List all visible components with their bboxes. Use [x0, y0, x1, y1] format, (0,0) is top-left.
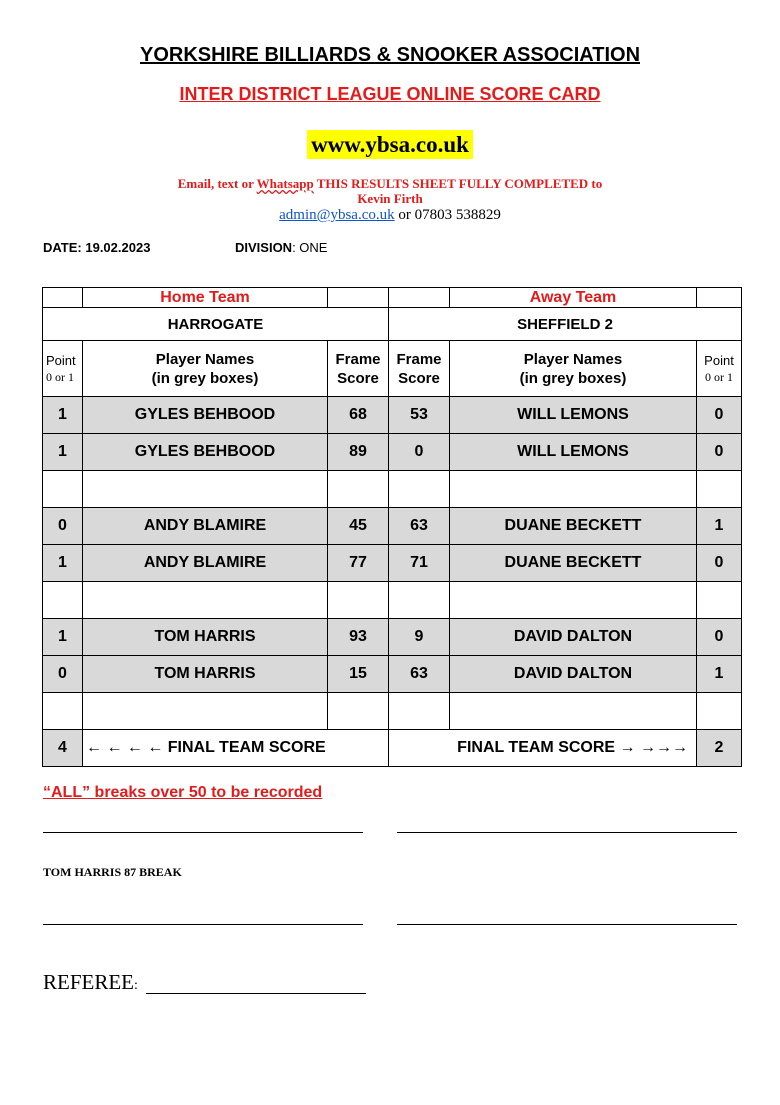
home-point-cell[interactable]: 1: [43, 397, 83, 434]
frame-row: [43, 434, 742, 471]
division-label: DIVISION: [235, 240, 293, 255]
break-entry-line[interactable]: [397, 832, 737, 833]
team-name-row: [43, 308, 742, 341]
frame-label: Frame: [335, 350, 381, 368]
away-player-header: [450, 341, 697, 397]
submission-instruction: [0, 176, 780, 206]
referee-colon: :: [134, 978, 138, 993]
away-point-cell[interactable]: 0: [697, 434, 742, 471]
blank-cell: [328, 471, 389, 508]
division-value: : ONE: [292, 240, 328, 255]
away-point-cell[interactable]: 1: [697, 656, 742, 693]
score-label: Score: [398, 369, 440, 387]
home-point-cell[interactable]: 1: [43, 619, 83, 656]
referee-label: REFEREE: [43, 970, 135, 994]
home-final-label: ← ← ← ← FINAL TEAM SCORE: [83, 730, 389, 767]
frame-label: Frame: [396, 350, 442, 368]
home-final-score[interactable]: 4: [43, 730, 83, 767]
blank-cell: [328, 288, 389, 308]
away-frame-score-header: [389, 341, 450, 397]
blank-cell: [697, 471, 742, 508]
player-names-label: Player Names: [155, 350, 255, 368]
home-player-cell[interactable]: GYLES BEHBOOD: [83, 434, 328, 471]
blank-cell: [697, 693, 742, 730]
player-names-label: Player Names: [523, 350, 623, 368]
home-player-header: [83, 341, 328, 397]
away-player-cell[interactable]: DUANE BECKETT: [450, 508, 697, 545]
home-point-cell[interactable]: 0: [43, 508, 83, 545]
away-frame-score-cell[interactable]: 71: [389, 545, 450, 582]
frame-row: [43, 656, 742, 693]
blank-cell: [450, 582, 697, 619]
email-link[interactable]: admin@ybsa.co.uk: [279, 207, 395, 223]
away-frame-score-cell[interactable]: 9: [389, 619, 450, 656]
home-player-cell[interactable]: ANDY BLAMIRE: [83, 545, 328, 582]
point-sub: 0 or 1: [705, 369, 733, 384]
score-card-subtitle: [0, 84, 780, 105]
home-player-cell[interactable]: ANDY BLAMIRE: [83, 508, 328, 545]
home-player-cell[interactable]: TOM HARRIS: [83, 619, 328, 656]
home-frame-score-cell[interactable]: 89: [328, 434, 389, 471]
away-frame-score-cell[interactable]: 53: [389, 397, 450, 434]
blank-cell: [83, 693, 328, 730]
home-player-cell[interactable]: TOM HARRIS: [83, 656, 328, 693]
blank-cell: [43, 471, 83, 508]
division: [235, 240, 327, 255]
final-score-row: [43, 730, 742, 767]
frame-row: [43, 508, 742, 545]
away-player-cell[interactable]: DAVID DALTON: [450, 619, 697, 656]
instruction-suffix: THIS RESULTS SHEET FULLY COMPLETED to: [313, 176, 603, 191]
home-frame-score-cell[interactable]: 68: [328, 397, 389, 434]
score-label: Score: [337, 369, 379, 387]
blank-cell: [697, 288, 742, 308]
break-entry: TOM HARRIS 87 BREAK: [43, 865, 182, 879]
blank-cell: [389, 582, 450, 619]
home-frame-score-cell[interactable]: 15: [328, 656, 389, 693]
player-names-sub: (in grey boxes): [519, 369, 627, 387]
away-point-cell[interactable]: 0: [697, 619, 742, 656]
blank-cell: [83, 471, 328, 508]
away-frame-score-cell[interactable]: 63: [389, 508, 450, 545]
column-header-row: [43, 341, 742, 397]
team-label-row: [43, 288, 742, 308]
blank-cell: [389, 288, 450, 308]
blank-cell: [450, 693, 697, 730]
blank-cell: [328, 693, 389, 730]
away-frame-score-cell[interactable]: 63: [389, 656, 450, 693]
away-player-cell[interactable]: WILL LEMONS: [450, 397, 697, 434]
away-point-cell[interactable]: 1: [697, 508, 742, 545]
blank-cell: [83, 582, 328, 619]
instruction-whatsapp: Whatsapp: [256, 176, 314, 191]
frame-row: [43, 397, 742, 434]
referee-field: [43, 970, 138, 995]
referee-signature-line[interactable]: [146, 993, 366, 994]
break-entry-line[interactable]: [397, 924, 737, 925]
away-point-cell[interactable]: 0: [697, 397, 742, 434]
website-text[interactable]: www.ybsa.co.uk: [307, 130, 473, 159]
away-point-cell[interactable]: 0: [697, 545, 742, 582]
frame-row: [43, 619, 742, 656]
point-label: Point: [704, 352, 734, 368]
blank-cell: [389, 693, 450, 730]
break-entry-line[interactable]: [43, 924, 363, 925]
home-frame-score-header: [328, 341, 389, 397]
home-team-name: HARROGATE: [43, 308, 389, 341]
title-text: YORKSHIRE BILLIARDS & SNOOKER ASSOCIATION: [139, 44, 641, 66]
home-player-cell[interactable]: GYLES BEHBOOD: [83, 397, 328, 434]
blank-cell: [43, 288, 83, 308]
home-point-cell[interactable]: 1: [43, 545, 83, 582]
home-team-label: Home Team: [83, 288, 328, 308]
home-frame-score-cell[interactable]: 93: [328, 619, 389, 656]
home-frame-score-cell[interactable]: 45: [328, 508, 389, 545]
frame-row: [43, 545, 742, 582]
spacer-row: [43, 471, 742, 508]
date-label: DATE: 19.02.2023: [43, 240, 151, 255]
away-player-cell[interactable]: DAVID DALTON: [450, 656, 697, 693]
blank-cell: [450, 471, 697, 508]
break-entry-line[interactable]: [43, 832, 363, 833]
breaks-heading: “ALL” breaks over 50 to be recorded: [43, 784, 323, 801]
spacer-row: [43, 693, 742, 730]
contact-name: Kevin Firth: [357, 191, 423, 206]
home-frame-score-cell[interactable]: 77: [328, 545, 389, 582]
away-final-label: FINAL TEAM SCORE → →→→: [389, 730, 697, 767]
away-player-cell[interactable]: DUANE BECKETT: [450, 545, 697, 582]
player-names-sub: (in grey boxes): [151, 369, 259, 387]
blank-cell: [43, 582, 83, 619]
home-point-cell[interactable]: 0: [43, 656, 83, 693]
website: [0, 132, 780, 158]
score-table: [42, 287, 742, 767]
instruction-prefix: Email, text or: [177, 176, 257, 191]
away-final-score[interactable]: 2: [697, 730, 742, 767]
spacer-row: [43, 582, 742, 619]
home-point-header: [43, 341, 83, 397]
blank-cell: [389, 471, 450, 508]
away-frame-score-cell[interactable]: 0: [389, 434, 450, 471]
home-point-cell[interactable]: 1: [43, 434, 83, 471]
away-player-cell[interactable]: WILL LEMONS: [450, 434, 697, 471]
contact-line: [0, 207, 780, 224]
away-team-name: SHEFFIELD 2: [389, 308, 742, 341]
away-point-header: [697, 341, 742, 397]
phone-text: or 07803 538829: [394, 207, 501, 223]
blank-cell: [43, 693, 83, 730]
association-title: [0, 44, 780, 67]
blank-cell: [697, 582, 742, 619]
point-label: Point: [46, 352, 76, 368]
away-team-label: Away Team: [450, 288, 697, 308]
blank-cell: [328, 582, 389, 619]
subtitle-text: INTER DISTRICT LEAGUE ONLINE SCORE CARD: [179, 84, 601, 104]
point-sub: 0 or 1: [46, 369, 74, 384]
